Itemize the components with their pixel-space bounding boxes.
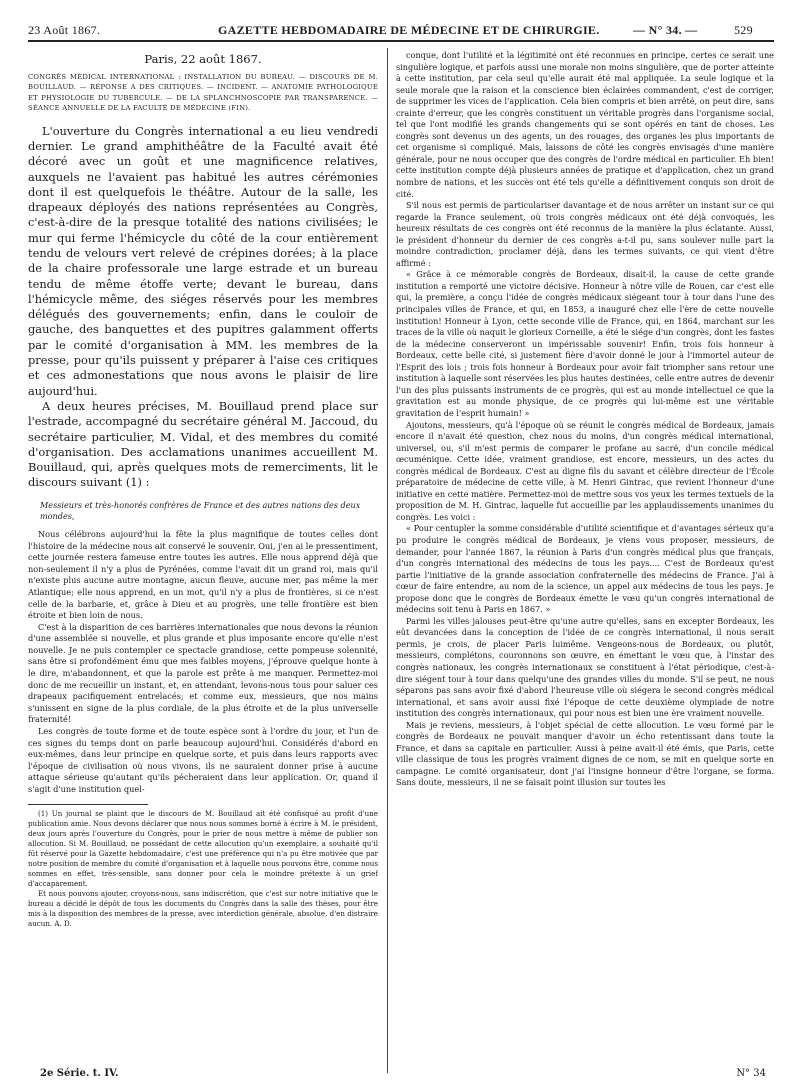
- speech-paragraph: S'il nous est permis de particulariser davantage et de nous arrêter un instant sur ce qui regarde la France seulement, où trois congrès médicaux ont été déjà convoqués, les heureux résultats de ces congrès ont été reconnus de la manière la plus éclatante. Aussi, le président d'honneur du dernier de ces congrès a-t-il pu, sans soulever nulle part la moindre contradiction, proclamer déjà, dans les termes suivants, ce qui vient d'être affirmé :: [396, 200, 774, 268]
- article-summary: CONGRÈS MÉDICAL INTERNATIONAL : INSTALLATION DU BUREAU. — DISCOURS DE M. BOUILLAUD. — RÉPONSE A DES CRITIQUES. — INCIDENT. — ANATOMIE PATHOLOGIQUE ET PHYSIOLOGIE DU TUBERCULE. — DE LA SPLANCHNOSCOPIE PAR TRANSPARENCE. — SÉANCE ANNUELLE DE LA FACULTÉ DE MÉDECINE (FIN).: [28, 73, 378, 113]
- speech-text: [28, 529, 378, 796]
- speech-paragraph: Mais je reviens, messieurs, à l'objet spécial de cette allocution. Le vœu formé par le congrès de Bordeaux ne pouvait manquer d'avoir un écho retentissant dans toute la France, et dans sa capitale en particulier. Aussi à peine avait-il été émis, que Paris, cette ville classique de tous les progrès vraiment dignes de ce nom, se mit en quelque sorte en campagne. Le comité organisateur, dont j'ai l'insigne honneur d'être l'organe, se forma. Sans doute, messieurs, il ne se faisait point illusion sur toutes les: [396, 719, 774, 788]
- speech-paragraph: Parmi les villes jalouses peut-être qu'une autre qu'elles, sans en excepter Bordeaux, les eût devancées dans la conception de l'idée de ce congrès international, il nous serait permis, je crois, de placer Paris luimême. Vengeons-nous de Bordeaux, ou plutôt, messieurs, complétons, couronnons son œuvre, en émettant le vœu que, à l'instar des congrès nationaux, les congrès internationaux se constituent à l'état périodique, c'est-à-dire siégent tour à tour dans quelqu'une des grandes villes du monde. S'il se peut, ne nous séparons pas sans avoir fixé d'abord l'heureuse ville où siégera le second congrès médical international, et sans avoir aussi fixé l'époque de cette deuxième olympiade de notre institution des congrès internationaux, qui pour nous est bien une ère vraiment nouvelle.: [396, 615, 774, 719]
- header-date: 23 Août 1867.: [28, 23, 101, 37]
- speech-paragraph: conque, dont l'utilité et la légitimité ont été reconnues en principe, certes ce serait une singulière logique, et parfois aussi une morale non moins singulière, que de porter atteinte à cette institution, par cela seul qu'elle aurait été mal appliquée. La seule logique et la seule morale que la raison et la conscience bien éclairées commandent, c'est de corriger, de supprimer les vices de l'application. Cela bien compris et bien arrêté, on peut dire, sans crainte d'erreur, que les congrès constituent un véritable progrès dans l'organisme social, tel que l'ont modifié les grands changements qui se sont opérés en tant de choses. Les congrès sont devenus un des agents, un des rouages, des organes les plus importants de cet organisme si compliqué. Mais, laissons de côté les congrès envisagés d'une manière générale, pour ne nous occuper que des congrès de l'ordre médical en particulier. Eh bien! cette institution compte déjà plusieurs années de pratique et d'application, chez un grand nombre de nations, et les succès ont été tels qu'elle a définitivement conquis son droit de cité.: [396, 50, 774, 199]
- header-title: GAZETTE HEBDOMADAIRE DE MÉDECINE ET DE CHIRURGIE.: [218, 23, 600, 37]
- footer-issue: N° 34: [736, 1068, 766, 1079]
- header-page-number: 529: [734, 23, 753, 37]
- quotation-paragraph: « Grâce à ce mémorable congrès de Bordeaux, disait-il, la cause de cette grande institution a remporté une victoire décisive. Honneur à nôtre ville de Rouen, car c'est elle qui, la première, a conçu l'idée de congrès médicaux siégeant tour à tour dans l'une des principales villes de France, et qui, en 1853, a inauguré chez elle l'ère de cette nouvelle institution! Honneur à Lyon, cette seconde ville de France, qui, en 1864, marchant sur les traces de la ville où naquit le glorieux Corneille, a été le siége d'un congrès, dont les fastes de la médecine conserveront un impérissable souvenir! Enfin, trois fois honneur à Bordeaux, cette belle cité, si justement fière d'avoir donné le jour à l'immortel auteur de l'Esprit des lois ; trois fois honneur à Bordeaux pour avoir fait triompher sans retour une institution à laquelle sont réservées les plus hautes destinées, celle entre autres de devenir l'un des plus puissants instruments de ce progrès, qui est au monde intellectuel ce que la gravitation est au monde physique, de ce progrès qui lui-même est une véritable gravitation de l'esprit humain! »: [396, 269, 774, 418]
- article-lead: [28, 124, 378, 491]
- speech-paragraph: Les congrès de toute forme et de toute espèce sont à l'ordre du jour, et l'un de ces signes du temps dont on parle beaucoup aujourd'hui. Considérés d'abord en eux-mêmes, dans leur principe en quelque sorte, et puis dans leurs rapports avec l'époque de civilisation où nous vivons, ils ne sauraient donner prise à aucune attaque sérieuse qu'autant qu'ils pécheraient dans leur application. Or, quand il s'agit d'une institution quel-: [28, 726, 378, 794]
- newspaper-page: [28, 20, 774, 1075]
- right-column: [396, 50, 774, 1070]
- footnote: [28, 809, 378, 929]
- lead-paragraph: A deux heures précises, M. Bouillaud prend place sur l'estrade, accompagné du secrétaire général M. Jaccoud, du secrétaire particulier, M. Vidal, et des membres du comité d'organisation. Des acclamations unanimes accueillent M. Bouillaud, qui, après quelques mots de remerciments, lit le discours suivant (1) :: [28, 398, 378, 490]
- footer-series: 2e Série. t. IV.: [40, 1068, 119, 1079]
- footnote-paragraph: Et nous pouvons ajouter, croyons-nous, sans indiscrétion, que c'est sur notre initiative que le bureau a décidé le dépôt de tous les documents du Congrès dans la salle des thèses, pour être mis à la disposition des membres de la presse, avec interdiction générale, absolue, d'en distraire aucun. A. D.: [28, 888, 378, 928]
- running-header: [28, 20, 774, 42]
- left-column: [28, 50, 378, 1070]
- speech-salutation: Messieurs et très-honorés confrères de France et des autres nations des deux mondes,: [40, 499, 361, 522]
- speech-paragraph: Ajoutons, messieurs, qu'à l'époque où se réunit le congrès médical de Bordeaux, jamais encore il n'avait été question, chez nous du moins, d'un congrès médical international, universel, ou, s'il m'est permis de comparer le profane au sacré, d'un concile médical œcuménique. Cette idée, vraiment grandiose, est encore, messieurs, un des actes du congrès médical de Bordeaux. C'est au digne fils du savant et célèbre directeur de l'École préparatoire de médecine de cette ville, à M. Henri Gintrac, que revient l'honneur d'une initiative en cette matière. Permettez-moi de mettre sous vos yeux les termes textuels de la proposition de M. H. Gintrac, laquelle fut accueillie par les applaudissements unanimes du congrès. Les voici :: [396, 419, 774, 522]
- speech-paragraph: C'est à la disparition de ces barrières internationales que nous devons la réunion d'une assemblée si nouvelle, et plus grande et plus imposante encore qu'elle n'est nouvelle. Je ne puis contempler ce spectacle grandiose, cette pompeuse solennité, sans être si profondément ému que mes faibles moyens, j'éprouve quelque honte à le dire, m'abandonnent, et que la parole est prête à me manquer. Permettez-moi donc de me recueillir un instant, et, en attendant, levons-nous tous pour saluer ces drapeaux pacifiquement entrelacés; et comme eux, messieurs, que nos mains s'unissent en signe de la plus cordiale, de la plus étroite et de la plus universelle fraternité!: [28, 621, 378, 725]
- column-divider: [387, 48, 388, 1073]
- footnote-paragraph: (1) Un journal se plaint que le discours de M. Bouillaud ait été confisqué au profit d'une publication amie. Nous devons déclarer que nous nous sommes borné à écrire à M. le président, deux jours après l'ouverture du Congrès, pour le prier de nous mettre à même de publier son allocution. Si M. Bouillaud, ne possédant de cette allocution qu'un exemplaire, a souhaité qu'il fût réservé pour la Gazette hebdomadaire, c'est une préférence qui n'a pu être motivée que par notre position de membre du comité d'organisation et à laquelle nous pouvons être, comme nous sommes en effet, très-sensible, sans donner pour cela le moindre prétexte à un grief d'accaparement.: [28, 808, 378, 888]
- footnote-divider: [28, 804, 148, 805]
- dateline: Paris, 22 août 1867.: [144, 52, 262, 66]
- speech-paragraph: Nous célébrons aujourd'hui la fête la plus magnifique de toutes celles dont l'histoire de la médecine nous ait conservé le souvenir. Oui, j'en ai le pressentiment, cette journée restera fameuse entre toutes les autres. Elle nous apprend déjà que non-seulement il n'y a plus de Pyrénées, comme l'avait dit un grand roi, mais qu'il n'existe plus aucune autre montagne, aucun fleuve, aucune mer, pas même la mer Atlantique; elle nous apprend, en un mot, qu'il n'y a plus de frontières, si ce n'est celle de la barbarie, et, grâce à Dieu et au progrès, une telle frontière est bien étroite et bien loin de nous.: [28, 528, 378, 621]
- header-issue: — N° 34. —: [633, 23, 698, 37]
- quotation-paragraph: « Pour centupler la somme considérable d'utilité scientifique et d'avantages sérieux qu'a pu produire le congrès médical de Bordeaux, je viens vous proposer, messieurs, de demander, pour l'année 1867, la réunion à Paris d'un congrès médical plus que français, d'un congrès international des médecins de tous les pays.... C'est de Bordeaux qu'est partie l'initiative de la grande association confraternelle des médecins de France. J'ai à cœur de faire entendre, au nom de la science, un appel aux médecins de tous les pays. Je propose donc que le congrès de Bordeaux émette le vœu qu'un congrès international de médecins soit tenu à Paris en 1867. »: [396, 523, 774, 615]
- lead-paragraph: L'ouverture du Congrès international a eu lieu vendredi dernier. Le grand amphithéâtre de la Faculté avait été décoré avec un goût et une magnificence relatives, auxquels ne l'avaient pas habitué les autres cérémonies dont il est quelquefois le théâtre. Autour de la salle, les drapeaux déployés des nations représentées au Congrès, c'est-à-dire de la presque totalité des nations civilisées; le mur qui ferme l'hémicycle du côté de la cour entièrement tendu de velours vert relevé de crépines dorées; à la place de la chaire professorale une large estrade et un bureau tendu de même étoffe verte; devant le bureau, dans l'hémicycle même, des siéges réservés pour les membres délégués des gouvernements; enfin, dans le couloir de gauche, des banquettes et des pupitres galamment offerts par le comité d'organisation à MM. les membres de la presse, pour qu'ils puissent y préparer à l'aise ces critiques et ces admonestations que nous avons le plaisir de lire aujourd'hui.: [28, 123, 378, 398]
